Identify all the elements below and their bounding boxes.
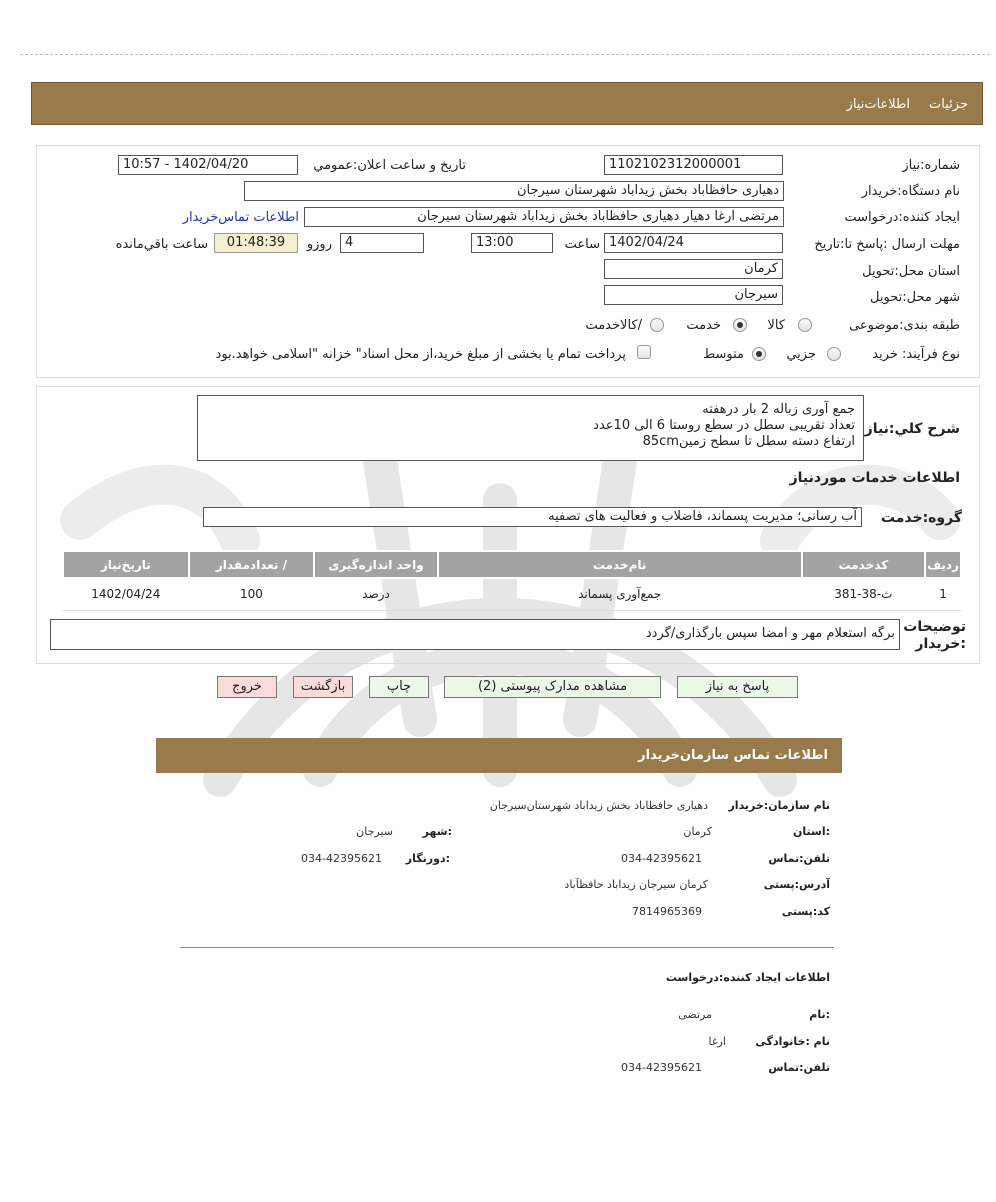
buyer-notes-label — [903, 619, 966, 653]
process-option-minor: جزیي — [786, 347, 816, 362]
service-group-field: آب رسانی؛ مدیریت پسماند، فاضلاب و فعالیت های تصفیه — [203, 507, 862, 527]
buyer-notes-field: برگه استعلام مهر و امضا سپس بارگذاری/گردد — [50, 619, 900, 650]
org-name-label: نام سازمان:خریدار — [728, 799, 830, 812]
buyer-contact-link[interactable]: اطلاعات تماس‌خریدار — [182, 210, 299, 225]
description-line: ارتفاع دسته سطل تا سطح زمین85cm — [642, 434, 855, 449]
process-radio-medium[interactable] — [752, 347, 766, 361]
category-option-service: خدمت — [686, 318, 721, 333]
col-name: نام‌خدمت — [438, 551, 802, 578]
creator-info-title: اطلاعات ایجاد کننده:درخواست — [665, 971, 830, 984]
col-date: تاریخ‌نیاز — [63, 551, 189, 578]
description-box — [197, 395, 864, 461]
print-button[interactable]: چاپ — [369, 676, 429, 698]
details-label: جزئیات — [929, 97, 968, 112]
deadline-label: مهلت ارسال :پاسخ تا:تاریخ — [814, 237, 960, 252]
buyer-notes-label-line2: :خریدار — [915, 636, 966, 652]
process-option-medium: متوسط — [703, 347, 744, 362]
category-label: طبقه بندی:موضوعی — [849, 318, 960, 333]
cell-date: 1402/04/24 — [63, 578, 189, 610]
col-unit: واحد اندازه‌گیری — [314, 551, 438, 578]
col-code: کدخدمت — [802, 551, 926, 578]
table-row — [63, 578, 961, 610]
contact-postal-value: 7814965369 — [632, 905, 702, 918]
need-number-label: شماره:نیاز — [902, 158, 960, 173]
section-divider — [180, 947, 834, 948]
contact-city-value: سیرجان — [356, 825, 393, 838]
contact-fax-value: 034-42395621 — [301, 852, 382, 865]
remaining-label: ساعت باقي‌مانده — [115, 237, 208, 252]
buyer-org-field: دهیاری حافظاباد بخش زیداباد شهرستان سیرجان — [244, 181, 784, 201]
category-radio-goods[interactable] — [798, 318, 812, 332]
days-field: 4 — [340, 233, 424, 253]
treasury-payment-note: پرداخت تمام یا بخشی از مبلغ خرید،از محل اسناد" خزانه "اسلامی خواهد.بود — [215, 347, 626, 362]
top-divider — [20, 54, 990, 55]
respond-button[interactable]: پاسخ به نیاز — [677, 676, 798, 698]
buyer-org-label: نام دستگاه:خریدار — [861, 184, 960, 199]
back-button[interactable]: بازگشت — [293, 676, 353, 698]
contact-address-label: آدرس:پستی — [763, 878, 830, 891]
description-label: شرح کلي:نیاز — [864, 421, 960, 437]
cell-row: 1 — [925, 578, 961, 610]
contact-province-value: کرمان — [683, 825, 712, 838]
days-label: روزو — [306, 237, 332, 252]
cell-name: جمع‌آوری پسماند — [438, 578, 802, 610]
city-field: سیرجان — [604, 285, 783, 305]
buyer-notes-label-line1: توضیحات — [903, 619, 966, 635]
services-table — [62, 550, 962, 611]
cell-unit: درصد — [314, 578, 438, 610]
creator-name-value: مرتضی — [678, 1008, 712, 1021]
description-line: تعداد تقریبی سطل در سطع روستا 6 الی 10عدد — [593, 418, 855, 433]
contact-province-label: :استان — [793, 825, 830, 838]
buyer-contact-bar — [156, 738, 842, 773]
process-radio-minor[interactable] — [827, 347, 841, 361]
category-option-goods: کالا — [767, 318, 785, 333]
cell-code: ث-38-381 — [802, 578, 926, 610]
table-header-row — [63, 551, 961, 578]
need-info-panel — [36, 145, 980, 378]
city-label: شهر محل:تحویل — [870, 290, 960, 305]
category-option-goods-service: /کالاخدمت — [585, 318, 642, 333]
process-label: نوع فرآیند: خرید — [872, 347, 960, 362]
view-attachments-button[interactable]: مشاهده مدارک پیوستی (2) — [444, 676, 661, 698]
remaining-timer: 01:48:39 — [214, 233, 298, 253]
services-heading: اطلاعات خدمات موردنیاز — [789, 470, 960, 486]
cell-qty: 100 — [189, 578, 315, 610]
creator-label: ایجاد کننده:درخواست — [844, 210, 960, 225]
province-label: استان محل:تحویل — [862, 264, 960, 279]
creator-name-label: :نام — [809, 1008, 830, 1021]
announce-label: تاریخ و ساعت اعلان:عمومي — [313, 158, 466, 173]
announce-field: 1402/04/20 - 10:57 — [118, 155, 298, 175]
province-field: کرمان — [604, 259, 783, 279]
creator-family-label: نام :خانوادگی — [755, 1035, 830, 1048]
contact-city-label: :شهر — [422, 825, 452, 838]
contact-address-value: کرمان سیرجان زیداباد حافظآباد — [564, 878, 708, 891]
creator-phone-label: تلفن:تماس — [768, 1061, 830, 1074]
deadline-time-label: ساعت — [564, 237, 600, 252]
deadline-date-field: 1402/04/24 — [604, 233, 783, 253]
deadline-time-field: 13:00 — [471, 233, 553, 253]
category-radio-goods-service[interactable] — [650, 318, 664, 332]
buyer-contact-title: اطلاعات تماس سازمان‌خریدار — [638, 748, 828, 763]
org-name-value: دهیاری حافظاباد بخش زیداباد شهرستان‌سیرجان — [489, 799, 708, 812]
category-radio-service[interactable] — [733, 318, 747, 332]
creator-phone-value: 034-42395621 — [621, 1061, 702, 1074]
col-qty: / تعدادمقدار — [189, 551, 315, 578]
contact-fax-label: :دورنگار — [405, 852, 450, 865]
treasury-payment-checkbox[interactable] — [637, 345, 651, 359]
contact-phone-value: 034-42395621 — [621, 852, 702, 865]
description-line: جمع آوری زباله 2 بار درهفته — [702, 402, 855, 417]
contact-postal-label: کد:پستی — [781, 905, 830, 918]
need-info-label: اطلاعات‌نیاز — [846, 97, 910, 112]
contact-phone-label: تلفن:تماس — [768, 852, 830, 865]
col-row: ردیف — [925, 551, 961, 578]
creator-family-value: ارغا — [708, 1035, 726, 1048]
title-bar — [31, 82, 983, 125]
need-number-field: 1102102312000001 — [604, 155, 783, 175]
exit-button[interactable]: خروج — [217, 676, 277, 698]
service-group-label: گروه:خدمت — [880, 510, 962, 526]
creator-field: مرتضی ارغا دهیار دهیاری حافظاباد بخش زیداباد شهرستان سیرجان — [304, 207, 784, 227]
